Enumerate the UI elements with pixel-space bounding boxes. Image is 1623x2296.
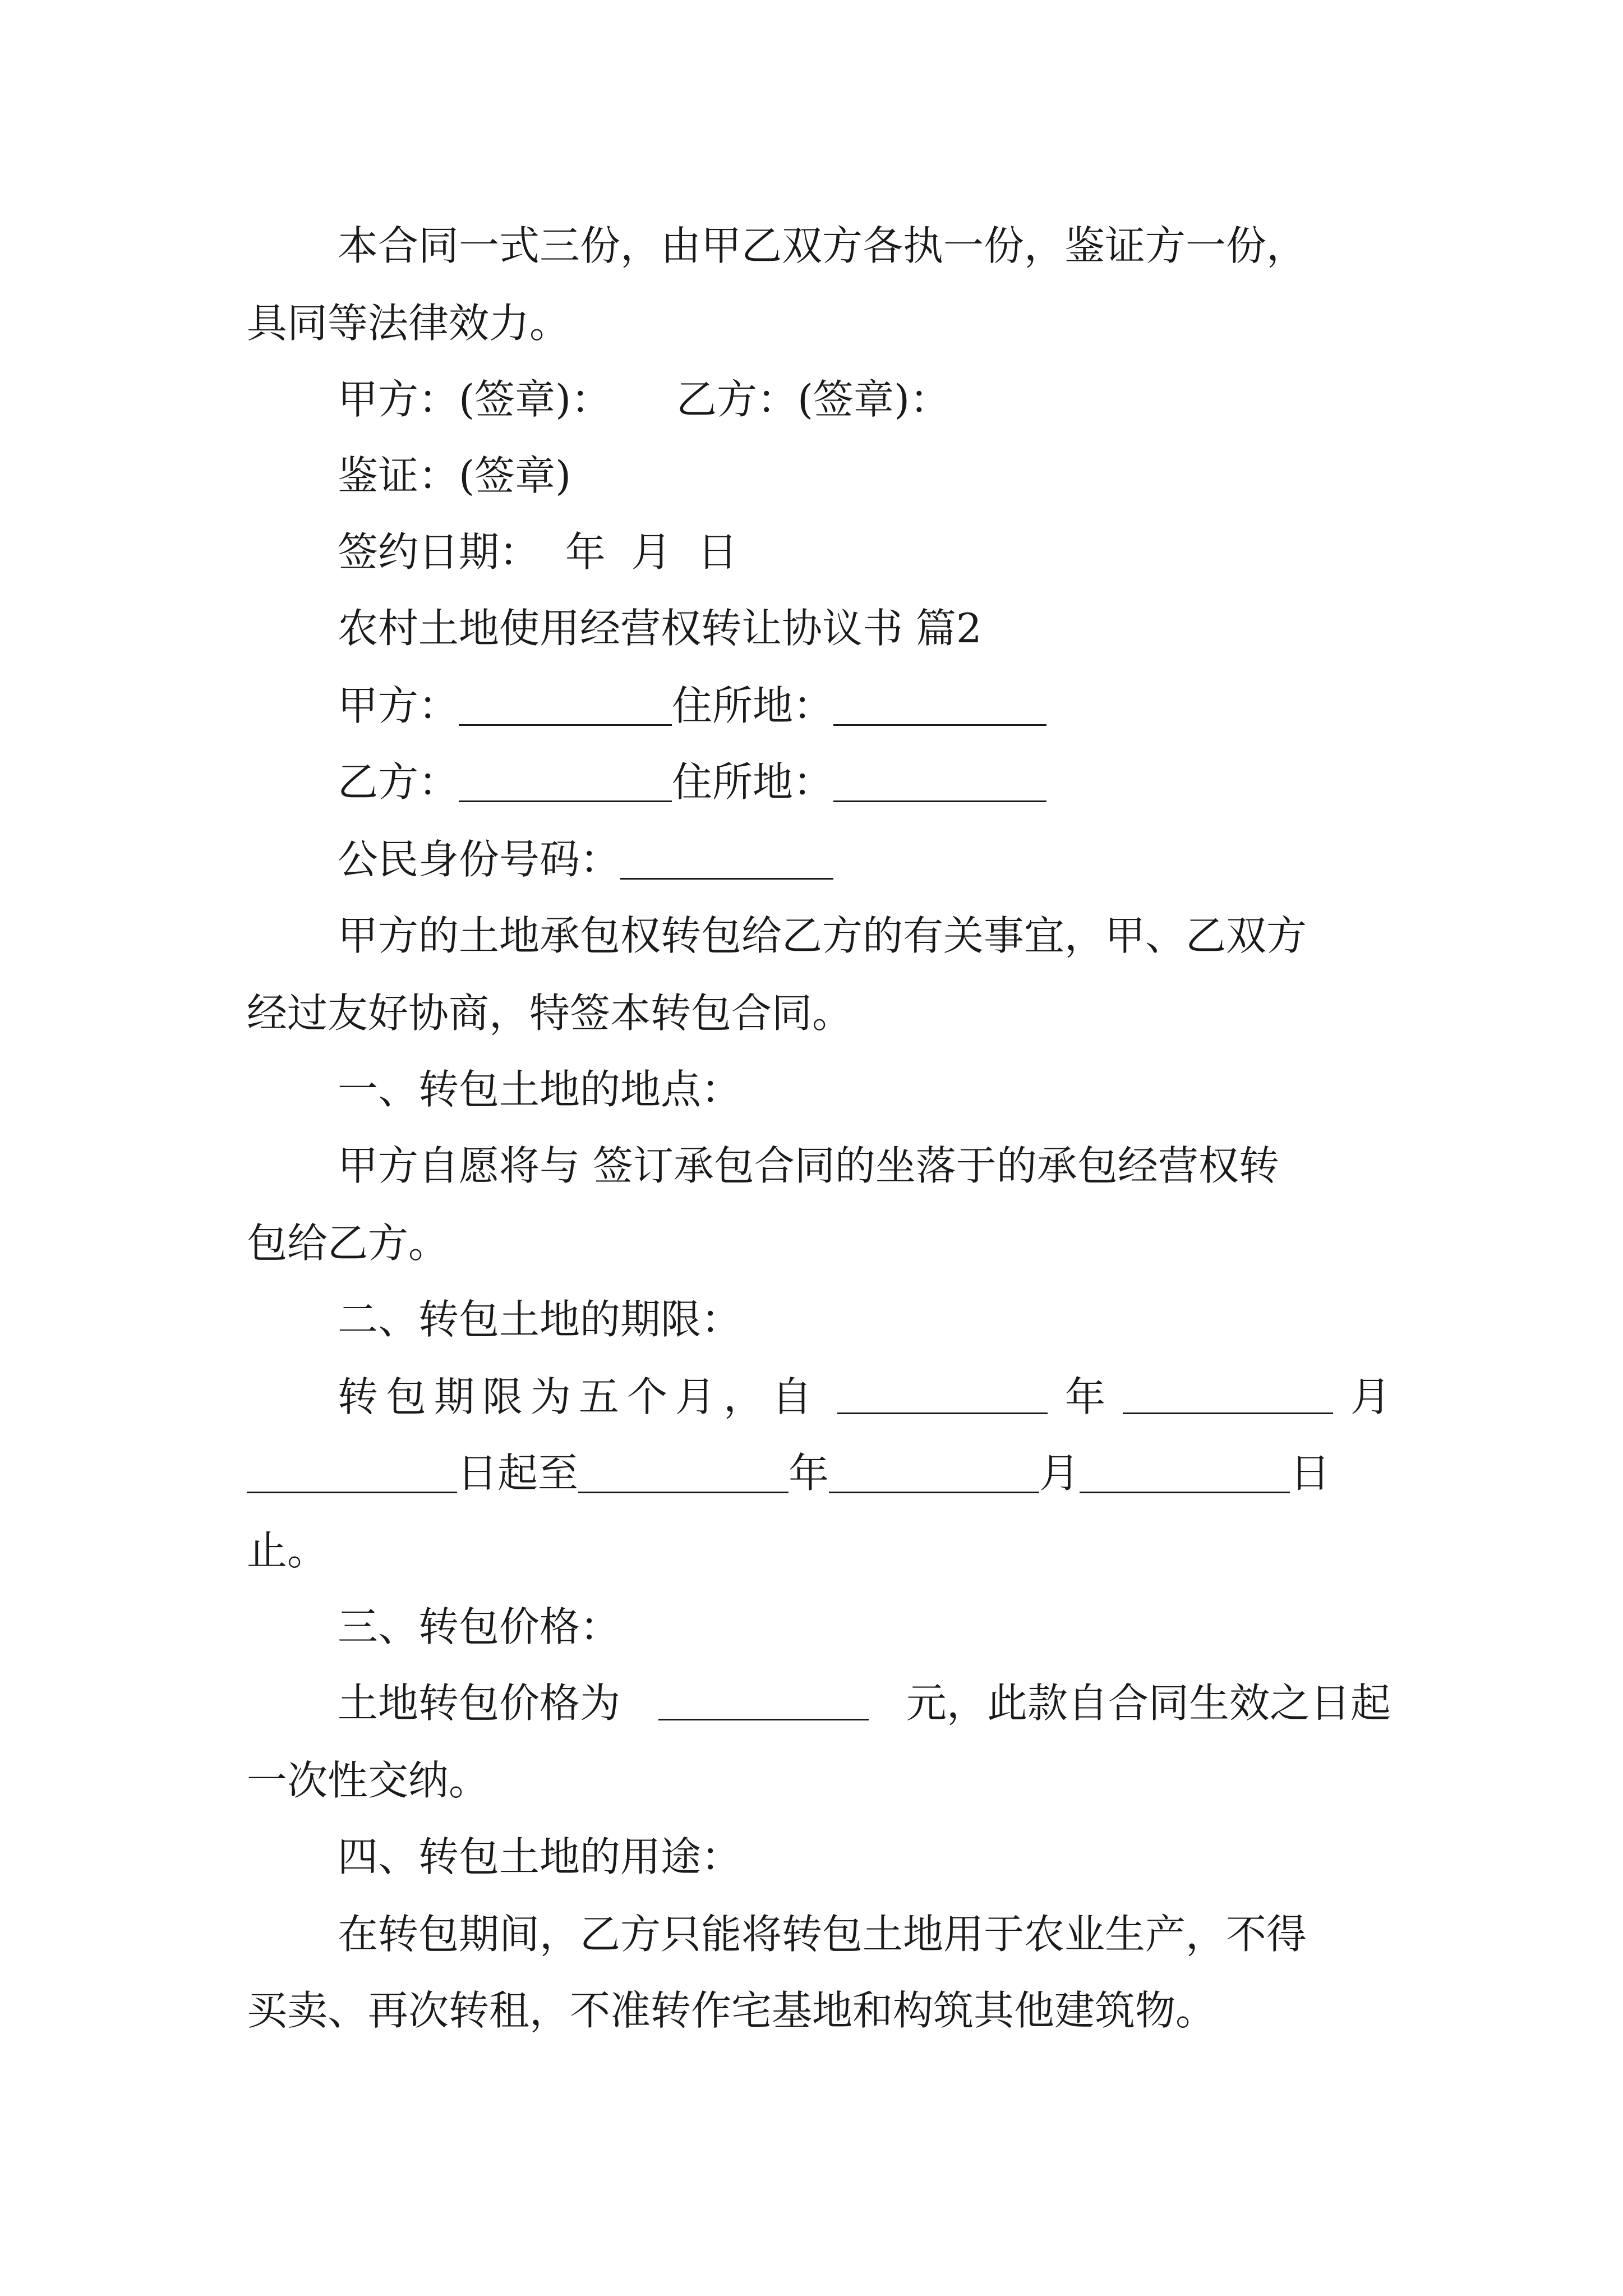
heading-use: 四、转包土地的用途：	[338, 1833, 742, 1880]
price-line-1	[338, 1680, 1391, 1727]
copies-text-1: 本合同一式三份，由甲乙双方各执一份，鉴证方一份，	[338, 222, 1307, 269]
term-year-label: 年	[1064, 1373, 1105, 1420]
copies-line-2: 具同等法律效力。	[247, 300, 570, 347]
term-prefix: 转包期限为五个月，自	[338, 1373, 820, 1420]
party-b-residence-label: 住所地：	[672, 758, 834, 806]
id-blank	[620, 842, 833, 880]
signature-line	[338, 376, 1482, 423]
term-line-2	[247, 1450, 1391, 1497]
term-end-day-label: 日	[1290, 1450, 1331, 1497]
party-b-label: 乙方：	[338, 758, 459, 806]
party-b-residence-blank	[833, 765, 1046, 802]
use-line-1	[338, 1911, 1391, 1958]
term-month-label: 月	[1350, 1373, 1391, 1420]
term-start-day-blank	[247, 1456, 457, 1493]
use-text-1: 在转包期间，乙方只能将转包土地用于农业生产，不得	[338, 1911, 1307, 1958]
party-b-signature: 乙方：(签章)：	[676, 376, 951, 423]
intro-line-2: 经过友好协商，特签本转包合同。	[247, 990, 853, 1037]
party-a-signature: 甲方：(签章)：	[338, 376, 612, 423]
term-start-year-blank	[837, 1377, 1048, 1414]
term-line-1	[338, 1373, 1391, 1420]
heading-price: 三、转包价格：	[338, 1603, 621, 1650]
section-title: 农村土地使用经营权转让协议书 篇2	[338, 605, 982, 652]
heading-term: 二、转包土地的期限：	[338, 1296, 742, 1343]
party-b-line	[338, 758, 1482, 806]
intro-line-1	[338, 912, 1391, 959]
term-end-year-blank	[578, 1456, 789, 1493]
party-a-residence-label: 住所地：	[672, 682, 834, 729]
term-end-month-blank	[829, 1456, 1039, 1493]
witness-signature: 鉴证：(签章)	[338, 452, 571, 499]
party-a-residence-blank	[833, 688, 1046, 726]
use-line-2: 买卖、再次转租，不准转作宅基地和构筑其他建筑物。	[247, 1987, 1216, 2034]
intro-text-1: 甲方的土地承包权转包给乙方的有关事宜，甲、乙双方	[338, 912, 1307, 959]
term-start-month-blank	[1123, 1377, 1333, 1414]
price-suffix: 元，此款自合同生效之日起	[906, 1680, 1391, 1727]
id-line	[338, 836, 1482, 883]
price-prefix: 土地转包价格为	[338, 1680, 621, 1727]
party-a-label: 甲方：	[338, 682, 459, 729]
term-line-3: 止。	[247, 1527, 328, 1574]
heading-location: 一、转包土地的地点：	[338, 1066, 742, 1113]
party-b-name-blank	[459, 765, 672, 802]
signing-date: 签约日期： 年 月 日	[338, 528, 738, 576]
copies-line-1	[338, 222, 1391, 269]
location-body-line-1	[338, 1142, 1391, 1189]
location-text-1: 甲方自愿将与 签订承包合同的坐落于的承包经营权转	[338, 1142, 1279, 1189]
price-amount-blank	[658, 1683, 869, 1720]
party-a-line	[338, 682, 1482, 729]
term-day-from-label: 日起至	[457, 1450, 579, 1497]
party-a-name-blank	[459, 688, 672, 726]
id-label: 公民身份号码：	[338, 836, 621, 883]
term-end-month-label: 月	[1039, 1450, 1080, 1497]
term-end-year-label: 年	[789, 1450, 829, 1497]
price-line-2: 一次性交纳。	[247, 1757, 490, 1804]
term-end-day-blank	[1080, 1456, 1290, 1493]
location-body-line-2: 包给乙方。	[247, 1220, 449, 1267]
